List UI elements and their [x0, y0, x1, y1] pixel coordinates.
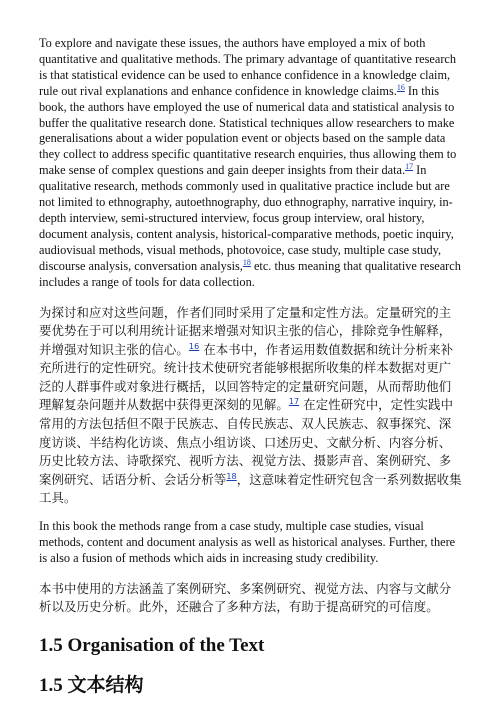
paragraph-text: 为探讨和应对这些问题，作者们同时采用了定量和定性方法。定量研究的主要优势在于可以利用统计证据来增强对知识主张的信心，排除竞争性解释，并增强对知识主张的信心。 — [39, 304, 452, 357]
paragraph-text: 在本书中，作者运用数值数据和统计分析来补充所进行的定性研究。统计技术使研究者能够根据所收集的样本数据对更广泛的人群事件或对象进行概括，以回答特定的定量研究问题，从而帮助他们理解复杂问题并从数据中获得更深刻的见解。 — [39, 341, 454, 413]
paragraph-english-2: In this book the methods range from a case study, multiple case studies, visual methods, content and document analysis as well as historical analyses. Further, there is also a fusion of methods which aids in increasing study credibility. — [39, 519, 456, 565]
section-heading-english: 1.5 Organisation of the Text — [39, 634, 265, 656]
section-heading-chinese — [39, 674, 462, 697]
section-title: 文本结构 — [67, 673, 144, 696]
paragraph-text: In qualitative research, methods commonly used in qualitative practice include but are not limited to ethnography, autoethnography, duo ethnography, narrative inquiry, in-depth interview, semi-structured interview, focus group interview, oral history, document analysis, content analysis, historical-comparative methods, poetic inquiry, audiovisual methods, visual methods, photovoice, case study, multiple case study, discourse analysis, conversation analysis, — [39, 163, 454, 273]
paragraph-text: 在定性研究中，定性实践中常用的方法包括但不限于民族志、自传民族志、双人民族志、叙事探究、深度访谈、半结构化访谈、焦点小组访谈、口述历史、文献分析、内容分析、历史比较方法、诗歌探究、视听方法、视觉方法、摄影声音、案例研究、多案例研究、话语分析、会话分析等 — [39, 397, 454, 487]
footnote-link-17[interactable]: 17 — [405, 162, 414, 172]
paragraph-text: ，这意味着定性研究包含一系列数据收集工具。 — [39, 471, 462, 506]
paragraph-text: etc. thus meaning that qualitative research includes a range of tools for data collection. — [39, 258, 461, 289]
paragraph-english-1 — [39, 36, 462, 291]
paragraph-text: In this book, the authors have employed the use of numerical data and statistical analysis to buffer the qualitative research done. Statistical techniques allow researchers to make generalisations about a wider population event or objects based on the sample data they collect to address specific quantitative research enquiries, thus allowing them to make sense of complex questions and gain deeper insights from their data. — [39, 83, 457, 178]
paragraph-chinese-2: 本书中使用的方法涵盖了案例研究、多案例研究、视觉方法、内容与文献分析以及历史分析。此外，还融合了多种方法，有助于提高研究的可信度。 — [39, 580, 452, 615]
footnote-link-16[interactable]: 16 — [188, 341, 200, 351]
footnote-link-16[interactable]: 16 — [396, 82, 405, 92]
footnote-link-18[interactable]: 18 — [226, 471, 237, 481]
footnote-link-18[interactable]: 18 — [242, 257, 251, 267]
paragraph-text: To explore and navigate these issues, the authors have employed a mix of both quantitative and qualitative methods. The primary advantage of quantitative research is that statistical evidence can be used to enhance confidence in a knowledge claim, rule out rival explanations and enhance confidence in knowledge claims. — [39, 36, 457, 98]
footnote-link-17[interactable]: 17 — [288, 397, 300, 407]
paragraph-chinese-1 — [39, 304, 462, 509]
section-number: 1.5 — [39, 674, 68, 696]
